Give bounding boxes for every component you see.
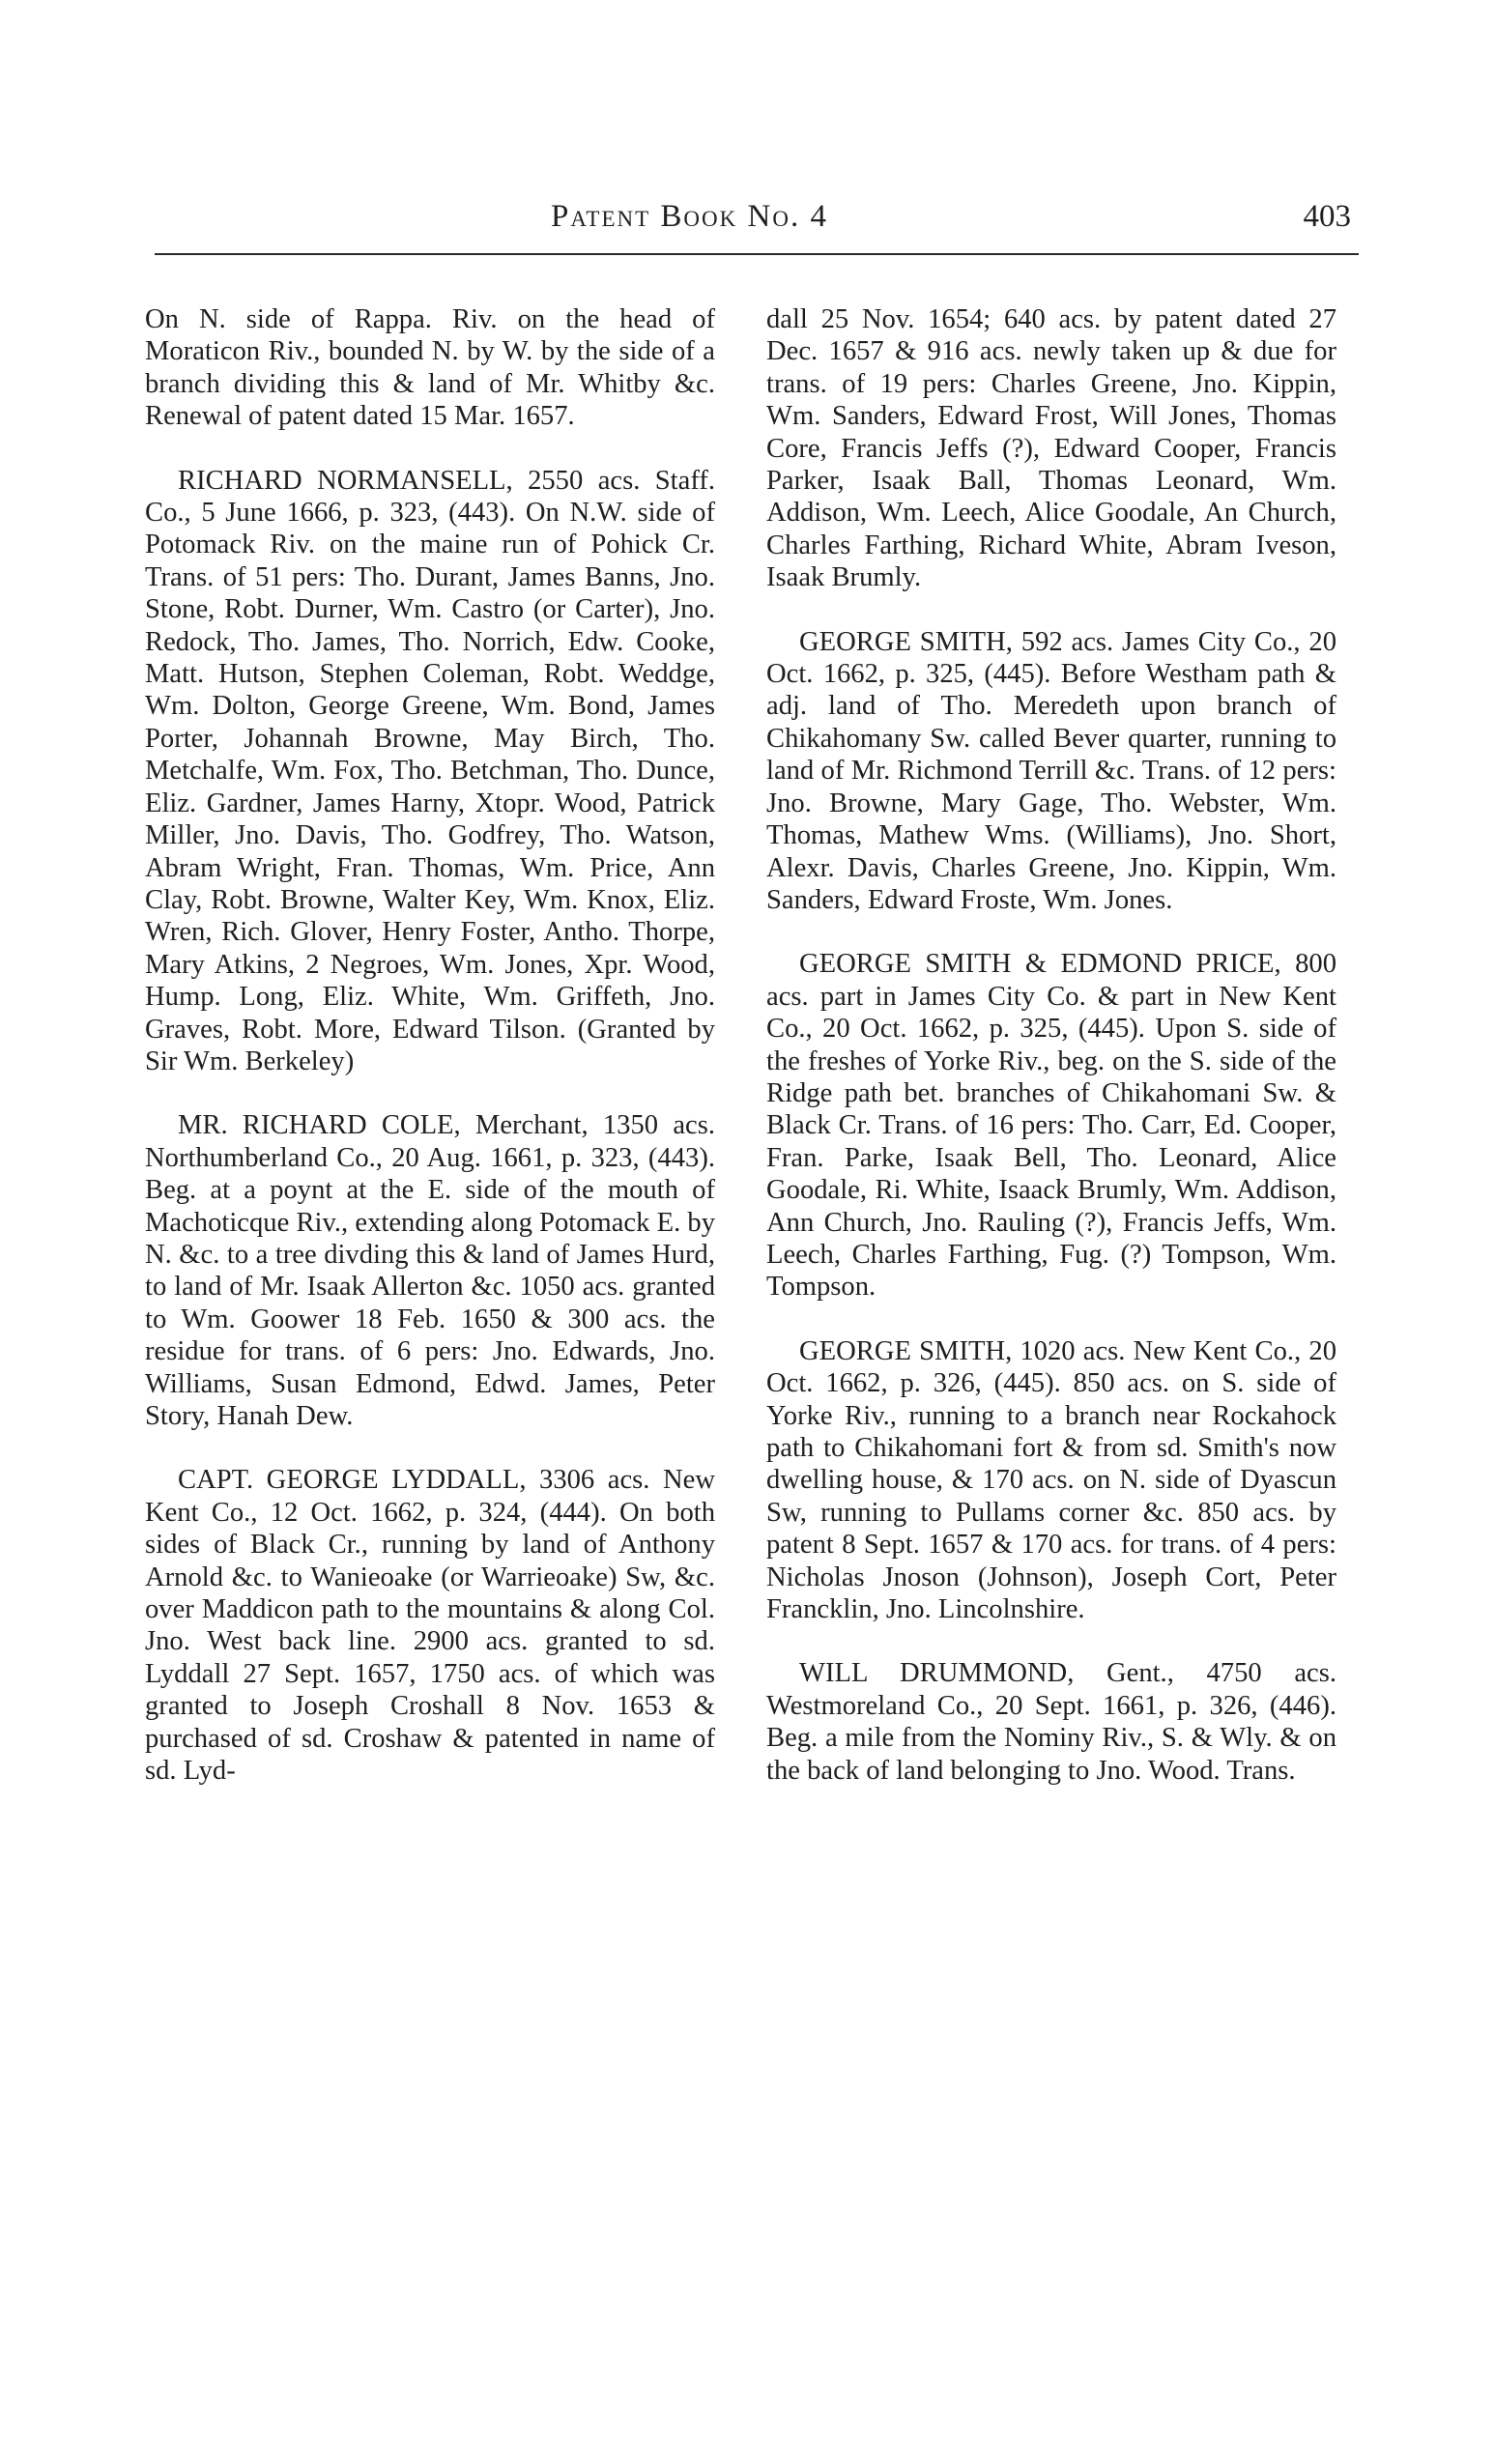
left-column (145, 303, 715, 1787)
entry-paragraph: dall 25 Nov. 1654; 640 acs. by patent dated 27 Dec. 1657 & 916 acs. newly taken up & due for trans. of 19 pers: Charles Greene, Jno. Kippin, Wm. Sanders, Edward Frost, Will Jones, Thomas Core, Francis Jeffs (?), Edward Cooper, Francis Parker, Isaak Ball, Thomas Leonard, Wm. Addison, Wm. Leech, Alice Goodale, An Church, Charles Farthing, Richard White, Abram Iveson, Isaak Brumly. (766, 304, 1336, 593)
entry-paragraph: GEORGE SMITH, 1020 acs. New Kent Co., 20 Oct. 1662, p. 326, (445). 850 acs. on S. side of Yorke Riv., running to a branch near Rockahock path to Chikahomani fort & from sd. Smith's now dwelling house, & 170 acs. on N. side of Dyascun Sw, running to Pullams corner &c. 850 acs. by patent 8 Sept. 1657 & 170 acs. for trans. of 4 pers: Nicholas Jnoson (Johnson), Joseph Cort, Peter Francklin, Jno. Lincolnshire. (766, 1335, 1336, 1625)
entry-paragraph: WILL DRUMMOND, Gent., 4750 acs. Westmoreland Co., 20 Sept. 1661, p. 326, (446). Beg. a mile from the Nominy Riv., S. & Wly. & on the back of land belonging to Jno. Wood. Trans. (766, 1658, 1336, 1786)
header-rule (155, 253, 1359, 255)
entry-paragraph: On N. side of Rappa. Riv. on the head of Moraticon Riv., bounded N. by W. by the side of a branch dividing this & land of Mr. Whitby &c. Renewal of patent dated 15 Mar. 1657. (145, 304, 715, 432)
page-number: 403 (1303, 199, 1351, 234)
page-header (155, 199, 1359, 253)
entry-paragraph: CAPT. GEORGE LYDDALL, 3306 acs. New Kent Co., 12 Oct. 1662, p. 324, (444). On both sides of Black Cr., running by land of Anthony Arnold &c. to Wanieoake (or Warrieoake) Sw, &c. over Maddicon path to the mountains & along Col. Jno. West back line. 2900 acs. granted to sd. Lyddall 27 Sept. 1657, 1750 acs. of which was granted to Joseph Croshall 8 Nov. 1653 & purchased of sd. Croshaw & patented in name of sd. Lyd- (145, 1465, 715, 1787)
entry-paragraph: GEORGE SMITH, 592 acs. James City Co., 20 Oct. 1662, p. 325, (445). Before Westham path & adj. land of Tho. Meredeth upon branch of Chikahomany Sw. called Bever quarter, running to land of Mr. Richmond Terrill &c. Trans. of 12 pers: Jno. Browne, Mary Gage, Tho. Webster, Wm. Thomas, Mathew Wms. (Williams), Jno. Short, Alexr. Davis, Charles Greene, Jno. Kippin, Wm. Sanders, Edward Froste, Wm. Jones. (766, 626, 1336, 915)
entry-paragraph: MR. RICHARD COLE, Merchant, 1350 acs. Northumberland Co., 20 Aug. 1661, p. 323, (443). Beg. at a poynt at the E. side of the mouth of Machoticque Riv., extending along Potomack E. by N. &c. to a tree divding this & land of James Hurd, to land of Mr. Isaak Allerton &c. 1050 acs. granted to Wm. Goower 18 Feb. 1650 & 300 acs. the residue for trans. of 6 pers: Jno. Edwards, Jno. Williams, Susan Edmond, Edwd. James, Peter Story, Hanah Dew. (145, 1110, 715, 1431)
right-column (766, 303, 1336, 1787)
entry-paragraph: RICHARD NORMANSELL, 2550 acs. Staff. Co., 5 June 1666, p. 323, (443). On N.W. side of Potomack Riv. on the maine run of Pohick Cr. Trans. of 51 pers: Tho. Durant, James Banns, Jno. Stone, Robt. Durner, Wm. Castro (or Carter), Jno. Redock, Tho. James, Tho. Norrich, Edw. Cooke, Matt. Hutson, Stephen Coleman, Robt. Weddge, Wm. Dolton, George Greene, Wm. Bond, James Porter, Johannah Browne, May Birch, Tho. Metchalfe, Wm. Fox, Tho. Betchman, Tho. Dunce, Eliz. Gardner, James Harny, Xtopr. Wood, Patrick Miller, Jno. Davis, Tho. Godfrey, Tho. Watson, Abram Wright, Fran. Thomas, Wm. Price, Ann Clay, Robt. Browne, Walter Key, Wm. Knox, Eliz. Wren, Rich. Glover, Henry Foster, Antho. Thorpe, Mary Atkins, 2 Negroes, Wm. Jones, Xpr. Wood, Hump. Long, Eliz. White, Wm. Griffeth, Jno. Graves, Robt. More, Edward Tilson. (Granted by Sir Wm. Berkeley) (145, 465, 715, 1076)
entry-paragraph: GEORGE SMITH & EDMOND PRICE, 800 acs. part in James City Co. & part in New Kent Co., 20 Oct. 1662, p. 325, (445). Upon S. side of the freshes of Yorke Riv., beg. on the S. side of the Ridge path bet. branches of Chikahomani Sw. & Black Cr. Trans. of 16 pers: Tho. Carr, Ed. Cooper, Fran. Parke, Isaak Bell, Tho. Leonard, Alice Goodale, Ri. White, Isaack Brumly, Wm. Addison, Ann Church, Jno. Rauling (?), Francis Jeffs, Wm. Leech, Charles Farthing, Fug. (?) Tompson, Wm. Tompson. (766, 949, 1336, 1303)
running-title: Patent Book No. 4 (551, 199, 828, 234)
